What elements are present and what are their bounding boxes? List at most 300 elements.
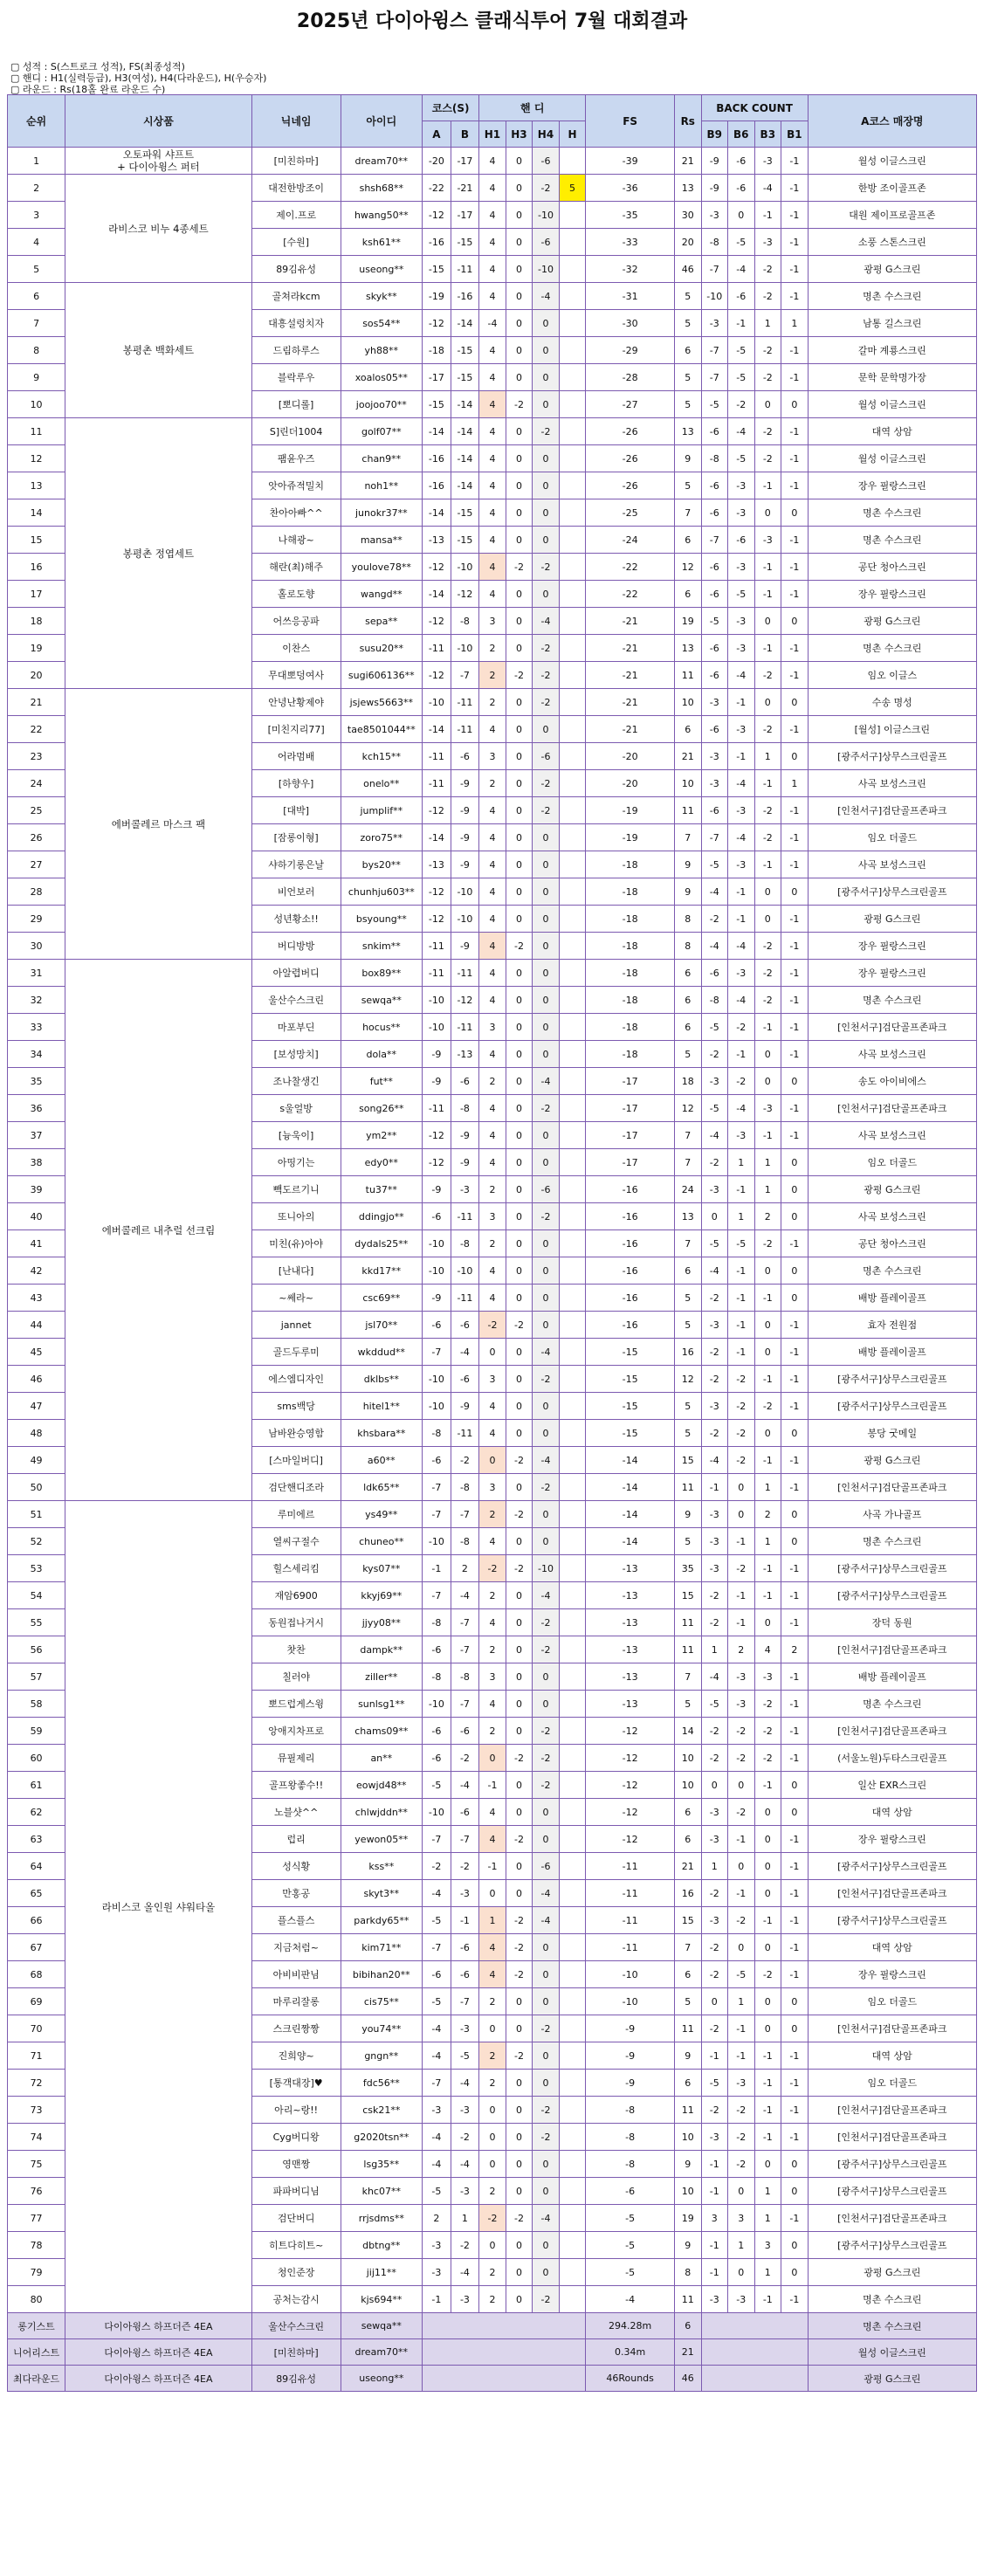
cell-h1: 3 <box>479 608 506 635</box>
cell-store: [인천서구]검단골프존파크 <box>808 1718 976 1745</box>
cell-b3: -2 <box>754 1230 781 1257</box>
cell-h3: 0 <box>506 716 533 743</box>
cell-fs: -6 <box>586 2178 675 2205</box>
cell-rs: 15 <box>675 1582 702 1609</box>
cell-b: -9 <box>451 1122 479 1149</box>
cell-h1: 4 <box>479 283 506 310</box>
cell-rs: 12 <box>675 554 702 581</box>
cell-id: joojoo70** <box>341 391 423 418</box>
cell-b9: -4 <box>701 1122 728 1149</box>
cell-rs: 5 <box>675 472 702 499</box>
cell-fs: -18 <box>586 960 675 987</box>
cell-fs: -20 <box>586 743 675 770</box>
cell-h3: -2 <box>506 554 533 581</box>
cell-h3: 0 <box>506 1474 533 1501</box>
cell-b: -17 <box>451 202 479 229</box>
cell-store: 명촌 수스크린 <box>808 1257 976 1285</box>
cell-h4: 0 <box>533 1393 560 1420</box>
cell-a: -10 <box>423 987 451 1014</box>
cell-nickname: 노블샷^^ <box>251 1799 341 1826</box>
cell-id: kys07** <box>341 1555 423 1582</box>
cell-rank: 5 <box>8 256 65 283</box>
cell-b6: -5 <box>728 445 755 472</box>
cell-rank: 6 <box>8 283 65 310</box>
cell-b: -4 <box>451 2070 479 2097</box>
cell-rank: 66 <box>8 1907 65 1934</box>
cell-h4: -2 <box>533 2015 560 2042</box>
cell-b6: -3 <box>728 554 755 581</box>
cell-store: 사곡 보성스크린 <box>808 770 976 797</box>
cell-b1: 0 <box>781 1988 809 2015</box>
cell-rank: 40 <box>8 1203 65 1230</box>
cell-b: -8 <box>451 1230 479 1257</box>
cell-b9: -6 <box>701 554 728 581</box>
cell-rank: 41 <box>8 1230 65 1257</box>
cell-b: -6 <box>451 1718 479 1745</box>
cell-h1: 0 <box>479 2124 506 2151</box>
cell-store: [광주서구]상무스크린골프 <box>808 1853 976 1880</box>
cell-rank: 54 <box>8 1582 65 1609</box>
cell-fs: -16 <box>586 1285 675 1312</box>
cell-rank: 23 <box>8 743 65 770</box>
cell-h1: 4 <box>479 175 506 202</box>
cell-store: 광평 G스크린 <box>808 608 976 635</box>
cell-h <box>559 2042 586 2070</box>
cell-rs: 6 <box>675 581 702 608</box>
cell-h4: 0 <box>533 1826 560 1853</box>
cell-b: -2 <box>451 1447 479 1474</box>
cell-b9: -3 <box>701 1312 728 1339</box>
cell-store: 장우 필랑스크린 <box>808 472 976 499</box>
cell-rs: 7 <box>675 1663 702 1691</box>
cell-store: 일산 EXR스크린 <box>808 1772 976 1799</box>
cell-nickname: sms백당 <box>251 1393 341 1420</box>
cell-h <box>559 2124 586 2151</box>
cell-b: -9 <box>451 851 479 878</box>
cell-id: song26** <box>341 1095 423 1122</box>
cell-b9: -2 <box>701 1961 728 1988</box>
cell-b: -12 <box>451 581 479 608</box>
cell-h4: 0 <box>533 716 560 743</box>
cell-fs: -19 <box>586 824 675 851</box>
cell-store: [광주서구]상무스크린골프 <box>808 2232 976 2259</box>
cell-store: [광주서구]상무스크린골프 <box>808 1582 976 1609</box>
cell-b1: -1 <box>781 2124 809 2151</box>
cell-id: chan9** <box>341 445 423 472</box>
cell-store: [인천서구]검단골프존파크 <box>808 1095 976 1122</box>
cell-h3: -2 <box>506 1907 533 1934</box>
cell-h3: 0 <box>506 2286 533 2313</box>
cell-a: -5 <box>423 2178 451 2205</box>
cell-nickname: 또니아의 <box>251 1203 341 1230</box>
summary-empty <box>423 2366 586 2392</box>
cell-h4: -2 <box>533 1474 560 1501</box>
cell-rank: 47 <box>8 1393 65 1420</box>
cell-h1: 2 <box>479 1068 506 1095</box>
summary-nickname: 울산수스크린 <box>251 2313 341 2339</box>
cell-a: -8 <box>423 1663 451 1691</box>
cell-a: -5 <box>423 1988 451 2015</box>
cell-h3: 0 <box>506 1122 533 1149</box>
cell-b1: 0 <box>781 608 809 635</box>
cell-b: -15 <box>451 337 479 364</box>
cell-fs: -12 <box>586 1826 675 1853</box>
cell-a: -10 <box>423 689 451 716</box>
cell-b9: -3 <box>701 1501 728 1528</box>
cell-store: 임오 이글스 <box>808 662 976 689</box>
cell-b3: -3 <box>754 229 781 256</box>
cell-b6: -3 <box>728 851 755 878</box>
cell-b6: -1 <box>728 1257 755 1285</box>
cell-h3: 0 <box>506 1609 533 1636</box>
cell-nickname: [수원] <box>251 229 341 256</box>
cell-b3: -1 <box>754 1582 781 1609</box>
cell-h3: 0 <box>506 851 533 878</box>
cell-id: bibihan20** <box>341 1961 423 1988</box>
cell-rank: 43 <box>8 1285 65 1312</box>
cell-nickname: [난내다] <box>251 1257 341 1285</box>
cell-b: -6 <box>451 1366 479 1393</box>
cell-store: 사곡 보성스크린 <box>808 1122 976 1149</box>
cell-h3: 0 <box>506 364 533 391</box>
cell-h3: 0 <box>506 1663 533 1691</box>
cell-nickname: 동원접나거시 <box>251 1609 341 1636</box>
cell-rs: 10 <box>675 770 702 797</box>
cell-b1: -1 <box>781 797 809 824</box>
table-row <box>8 418 977 445</box>
cell-a: -4 <box>423 2124 451 2151</box>
cell-fs: -25 <box>586 499 675 527</box>
cell-rs: 11 <box>675 1609 702 1636</box>
cell-b1: -1 <box>781 1014 809 1041</box>
cell-b9: -2 <box>701 1609 728 1636</box>
cell-b9: -6 <box>701 960 728 987</box>
cell-fs: -8 <box>586 2124 675 2151</box>
cell-b3: 1 <box>754 2178 781 2205</box>
cell-id: yh88** <box>341 337 423 364</box>
cell-id: dola** <box>341 1041 423 1068</box>
cell-b3: 1 <box>754 1474 781 1501</box>
cell-b3: -1 <box>754 554 781 581</box>
cell-store: 갈마 계룡스크린 <box>808 337 976 364</box>
cell-id: dydals25** <box>341 1230 423 1257</box>
cell-b: -9 <box>451 770 479 797</box>
cell-store: 한방 조이골프존 <box>808 175 976 202</box>
cell-b9: -3 <box>701 1528 728 1555</box>
summary-nickname: [미친하마] <box>251 2339 341 2366</box>
cell-b: -11 <box>451 1203 479 1230</box>
cell-store: [인천서구]검단골프존파크 <box>808 1014 976 1041</box>
cell-id: chuneo** <box>341 1528 423 1555</box>
cell-b6: -3 <box>728 716 755 743</box>
cell-a: -9 <box>423 1068 451 1095</box>
cell-a: -19 <box>423 283 451 310</box>
cell-store: 공단 청아스크린 <box>808 554 976 581</box>
cell-h4: 0 <box>533 472 560 499</box>
cell-nickname: [통객대장]♥ <box>251 2070 341 2097</box>
cell-nickname: 울산수스크린 <box>251 987 341 1014</box>
cell-h3: 0 <box>506 1230 533 1257</box>
cell-nickname: 루미에르 <box>251 1501 341 1528</box>
cell-nickname: 찻찬 <box>251 1636 341 1663</box>
cell-b3: -3 <box>754 527 781 554</box>
cell-fs: -28 <box>586 364 675 391</box>
cell-b: -7 <box>451 1988 479 2015</box>
cell-fs: -18 <box>586 1014 675 1041</box>
cell-h1: 2 <box>479 1582 506 1609</box>
cell-store: 월성 이글스크린 <box>808 148 976 175</box>
cell-h3: 0 <box>506 1366 533 1393</box>
cell-store: 배방 플레이골프 <box>808 1663 976 1691</box>
cell-b9: -9 <box>701 148 728 175</box>
cell-fs: -14 <box>586 1474 675 1501</box>
cell-b3: -2 <box>754 987 781 1014</box>
cell-b1: 0 <box>781 1257 809 1285</box>
cell-b6: -3 <box>728 797 755 824</box>
cell-b9: -7 <box>701 364 728 391</box>
cell-fs: -31 <box>586 283 675 310</box>
cell-a: -12 <box>423 1149 451 1176</box>
cell-b9: -5 <box>701 1014 728 1041</box>
cell-rs: 10 <box>675 2124 702 2151</box>
cell-b6: 0 <box>728 1501 755 1528</box>
cell-fs: -22 <box>586 581 675 608</box>
cell-h4: -6 <box>533 1176 560 1203</box>
cell-b: -6 <box>451 743 479 770</box>
cell-h4: -2 <box>533 1095 560 1122</box>
cell-h1: 4 <box>479 256 506 283</box>
cell-h <box>559 960 586 987</box>
header-rs: Rs <box>675 95 702 148</box>
cell-h <box>559 1555 586 1582</box>
cell-b1: -1 <box>781 256 809 283</box>
cell-b: -6 <box>451 1068 479 1095</box>
cell-b1: -1 <box>781 824 809 851</box>
cell-b1: -1 <box>781 933 809 960</box>
cell-fs: -21 <box>586 689 675 716</box>
cell-rank: 11 <box>8 418 65 445</box>
cell-store: 광평 G스크린 <box>808 1176 976 1203</box>
cell-b: -11 <box>451 716 479 743</box>
cell-b1: 0 <box>781 1149 809 1176</box>
header-b6: B6 <box>728 121 755 148</box>
cell-b6: -3 <box>728 2286 755 2313</box>
cell-b1: -1 <box>781 1122 809 1149</box>
cell-b3: -2 <box>754 418 781 445</box>
cell-b3: 0 <box>754 608 781 635</box>
cell-h3: 0 <box>506 499 533 527</box>
cell-nickname: 진희양~ <box>251 2042 341 2070</box>
cell-rs: 7 <box>675 1934 702 1961</box>
cell-b: -11 <box>451 1014 479 1041</box>
cell-rs: 11 <box>675 2097 702 2124</box>
cell-rs: 7 <box>675 1149 702 1176</box>
cell-rs: 5 <box>675 1691 702 1718</box>
cell-b3: 3 <box>754 2232 781 2259</box>
cell-store: 명촌 수스크린 <box>808 987 976 1014</box>
cell-id: golf07** <box>341 418 423 445</box>
cell-store: 임오 더골드 <box>808 1988 976 2015</box>
cell-rs: 16 <box>675 1880 702 1907</box>
cell-nickname: 빽도르기니 <box>251 1176 341 1203</box>
cell-fs: -5 <box>586 2205 675 2232</box>
cell-b6: -2 <box>728 1014 755 1041</box>
cell-b3: 0 <box>754 1312 781 1339</box>
cell-rs: 9 <box>675 878 702 906</box>
cell-h1: 4 <box>479 1149 506 1176</box>
cell-h1: 4 <box>479 878 506 906</box>
cell-nickname: 골프왕좋수!! <box>251 1772 341 1799</box>
cell-h4: -2 <box>533 1609 560 1636</box>
cell-rs: 6 <box>675 1257 702 1285</box>
cell-id: fdc56** <box>341 2070 423 2097</box>
cell-b1: -1 <box>781 1691 809 1718</box>
cell-rank: 7 <box>8 310 65 337</box>
cell-store: [인천서구]검단골프존파크 <box>808 1880 976 1907</box>
cell-h1: 2 <box>479 1176 506 1203</box>
cell-h1: 4 <box>479 1961 506 1988</box>
cell-rank: 76 <box>8 2178 65 2205</box>
cell-h1: 4 <box>479 987 506 1014</box>
cell-a: -11 <box>423 743 451 770</box>
cell-fs: -15 <box>586 1393 675 1420</box>
cell-a: -4 <box>423 1880 451 1907</box>
cell-b6: -1 <box>728 1312 755 1339</box>
cell-id: wkddud** <box>341 1339 423 1366</box>
cell-b3: -1 <box>754 1772 781 1799</box>
cell-store: 대원 제이프로골프존 <box>808 202 976 229</box>
summary-label: 롱기스트 <box>8 2313 65 2339</box>
cell-fs: -9 <box>586 2015 675 2042</box>
cell-b3: 0 <box>754 1041 781 1068</box>
cell-fs: -33 <box>586 229 675 256</box>
cell-b3: 1 <box>754 2205 781 2232</box>
cell-id: shsh68** <box>341 175 423 202</box>
cell-b: -11 <box>451 1285 479 1312</box>
header-b: B <box>451 121 479 148</box>
summary-prize: 다이아윙스 하프더즌 4EA <box>65 2313 252 2339</box>
cell-a: -3 <box>423 2259 451 2286</box>
cell-h3: 0 <box>506 256 533 283</box>
cell-nickname: 드림하루스 <box>251 337 341 364</box>
cell-rs: 9 <box>675 2042 702 2070</box>
cell-nickname: 이찬스 <box>251 635 341 662</box>
summary-row <box>8 2339 977 2366</box>
cell-h4: 0 <box>533 878 560 906</box>
cell-nickname: 히트다히트~ <box>251 2232 341 2259</box>
cell-id: csk21** <box>341 2097 423 2124</box>
cell-b: 2 <box>451 1555 479 1582</box>
cell-h3: 0 <box>506 2097 533 2124</box>
cell-h <box>559 1041 586 1068</box>
cell-a: -6 <box>423 1745 451 1772</box>
cell-a: -12 <box>423 797 451 824</box>
cell-h3: 0 <box>506 1041 533 1068</box>
cell-store: 대역 상암 <box>808 1934 976 1961</box>
cell-rs: 19 <box>675 608 702 635</box>
cell-a: -10 <box>423 1528 451 1555</box>
cell-b3: -1 <box>754 1555 781 1582</box>
cell-b6: -3 <box>728 960 755 987</box>
cell-b6: -5 <box>728 581 755 608</box>
cell-h4: -2 <box>533 1203 560 1230</box>
prize-group: 라비스코 올인원 샤워타올 <box>65 1501 252 2313</box>
cell-a: -7 <box>423 1501 451 1528</box>
cell-id: kkyj69** <box>341 1582 423 1609</box>
cell-h1: 3 <box>479 1663 506 1691</box>
cell-store: [광주서구]상무스크린골프 <box>808 2151 976 2178</box>
cell-h4: 0 <box>533 1312 560 1339</box>
cell-h1: 4 <box>479 1285 506 1312</box>
cell-a: -11 <box>423 933 451 960</box>
cell-nickname: 해란(최)해주 <box>251 554 341 581</box>
cell-b: -7 <box>451 1826 479 1853</box>
cell-b3: -1 <box>754 1907 781 1934</box>
cell-store: [광주서구]상무스크린골프 <box>808 1393 976 1420</box>
cell-b9: -10 <box>701 283 728 310</box>
cell-h <box>559 1609 586 1636</box>
cell-h <box>559 2286 586 2313</box>
cell-b3: 2 <box>754 1501 781 1528</box>
cell-b9: -2 <box>701 2015 728 2042</box>
cell-b9: 1 <box>701 1636 728 1663</box>
cell-b6: -4 <box>728 1095 755 1122</box>
cell-b9: -5 <box>701 608 728 635</box>
cell-b9: -8 <box>701 445 728 472</box>
cell-h3: 0 <box>506 581 533 608</box>
cell-rank: 39 <box>8 1176 65 1203</box>
cell-store: 광평 G스크린 <box>808 2259 976 2286</box>
cell-b9: -3 <box>701 770 728 797</box>
legend <box>7 44 977 94</box>
cell-store: 대역 상암 <box>808 418 976 445</box>
cell-h4: -2 <box>533 2097 560 2124</box>
cell-id: ldk65** <box>341 1474 423 1501</box>
cell-h4: 0 <box>533 987 560 1014</box>
cell-b6: -1 <box>728 906 755 933</box>
cell-h4: 0 <box>533 1041 560 1068</box>
cell-b1: -1 <box>781 1663 809 1691</box>
cell-h4: -4 <box>533 608 560 635</box>
cell-id: ksh61** <box>341 229 423 256</box>
prize-group: 에버콜레르 마스크 팩 <box>65 689 252 960</box>
cell-rank: 17 <box>8 581 65 608</box>
cell-h4: 0 <box>533 1691 560 1718</box>
summary-store: 명촌 수스크린 <box>808 2313 976 2339</box>
cell-b1: -1 <box>781 1745 809 1772</box>
cell-b1: -1 <box>781 2205 809 2232</box>
cell-id: cis75** <box>341 1988 423 2015</box>
cell-a: -12 <box>423 554 451 581</box>
cell-h3: 0 <box>506 229 533 256</box>
cell-h <box>559 1257 586 1285</box>
cell-nickname: 샤하기롱은날 <box>251 851 341 878</box>
cell-fs: -15 <box>586 1339 675 1366</box>
cell-fs: -5 <box>586 2232 675 2259</box>
cell-rs: 5 <box>675 1285 702 1312</box>
cell-b3: 0 <box>754 1934 781 1961</box>
cell-b9: -2 <box>701 1745 728 1772</box>
cell-h4: -10 <box>533 202 560 229</box>
cell-b: -11 <box>451 960 479 987</box>
cell-h4: -10 <box>533 256 560 283</box>
header-b3: B3 <box>754 121 781 148</box>
cell-id: jumplif** <box>341 797 423 824</box>
cell-h1: 2 <box>479 1636 506 1663</box>
cell-id: onelo** <box>341 770 423 797</box>
cell-id: khsbara** <box>341 1420 423 1447</box>
cell-h3: 0 <box>506 1582 533 1609</box>
